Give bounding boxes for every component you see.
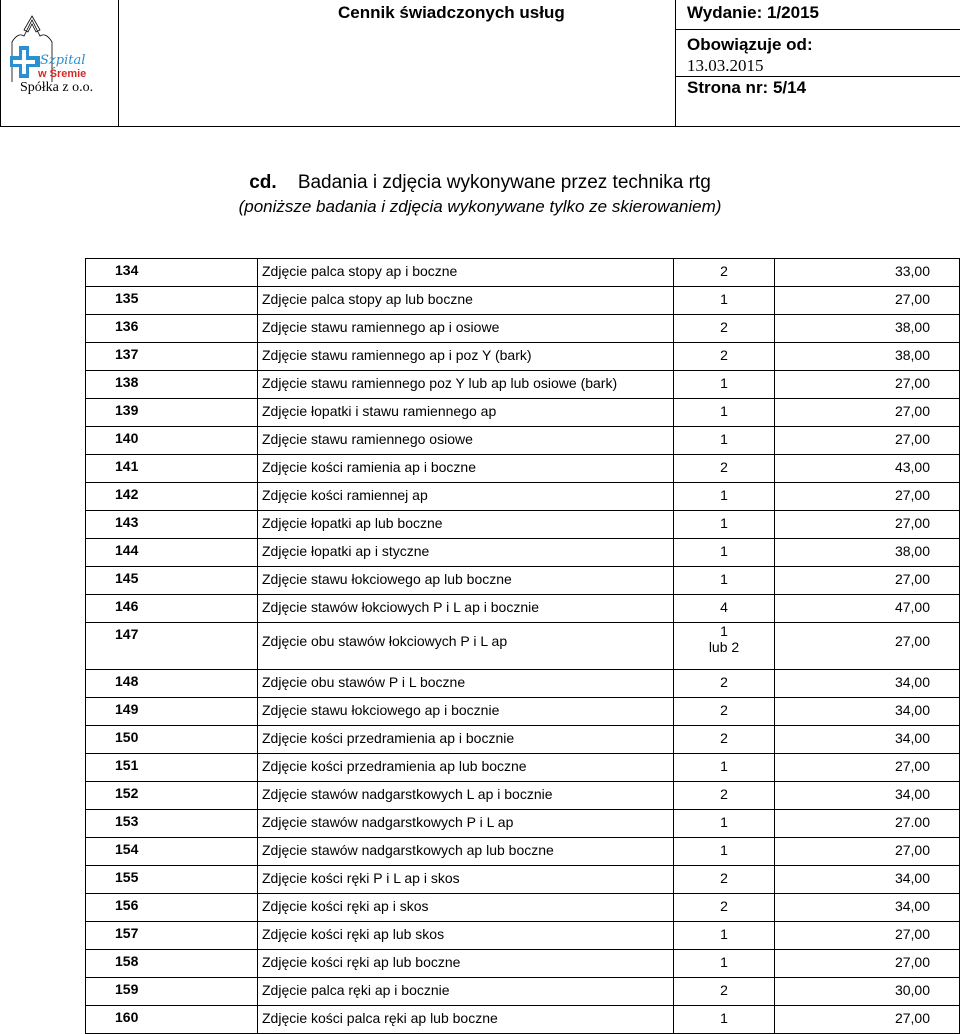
row-price: 38,00	[775, 315, 960, 343]
row-quantity: 1	[674, 427, 775, 455]
row-description: Zdjęcie stawu ramiennego ap i osiowe	[258, 315, 674, 343]
row-number: 140	[86, 427, 258, 455]
row-number: 156	[86, 894, 258, 922]
row-number: 143	[86, 511, 258, 539]
effective-date: 13.03.2015	[687, 56, 764, 75]
row-price: 34,00	[775, 726, 960, 754]
table-row	[86, 259, 960, 287]
header-divider-logo	[118, 0, 119, 127]
row-quantity: 2	[674, 670, 775, 698]
table-row	[86, 978, 960, 1006]
row-quantity: 1	[674, 483, 775, 511]
row-description: Zdjęcie stawu ramiennego poz Y lub ap lub osiowe (bark)	[258, 371, 674, 399]
table-row	[86, 399, 960, 427]
row-price: 27,00	[775, 427, 960, 455]
edition-label: Wydanie: 1/2015	[687, 3, 819, 22]
row-description: Zdjęcie kości przedramienia ap i bocznie	[258, 726, 674, 754]
row-number: 155	[86, 866, 258, 894]
row-quantity: 1	[674, 754, 775, 782]
row-description: Zdjęcie łopatki ap i styczne	[258, 539, 674, 567]
table-row	[86, 595, 960, 623]
row-price: 38,00	[775, 539, 960, 567]
row-quantity: 1	[674, 838, 775, 866]
row-description: Zdjęcie stawów nadgarstkowych P i L ap	[258, 810, 674, 838]
row-description: Zdjęcie stawów nadgarstkowych L ap i bocznie	[258, 782, 674, 810]
page-number: Strona nr: 5/14	[687, 78, 807, 97]
row-number: 146	[86, 595, 258, 623]
effective-label: Obowiązuje od:	[687, 35, 813, 54]
row-number: 149	[86, 698, 258, 726]
table-row	[86, 623, 960, 670]
row-number: 154	[86, 838, 258, 866]
row-description: Zdjęcie stawów nadgarstkowych ap lub boczne	[258, 838, 674, 866]
row-quantity: 2	[674, 978, 775, 1006]
row-quantity-line2: lub 2	[708, 639, 740, 655]
table-row	[86, 483, 960, 511]
table-row	[86, 838, 960, 866]
row-price: 27,00	[775, 950, 960, 978]
table-row	[86, 315, 960, 343]
row-price: 27,00	[775, 922, 960, 950]
row-number: 141	[86, 455, 258, 483]
logo-text-szpital: Szpital	[40, 53, 86, 68]
table-row	[86, 427, 960, 455]
row-description: Zdjęcie obu stawów P i L boczne	[258, 670, 674, 698]
row-quantity: 2	[674, 894, 775, 922]
row-description: Zdjęcie kości ramiennej ap	[258, 483, 674, 511]
row-description: Zdjęcie stawu łokciowego ap lub boczne	[258, 567, 674, 595]
row-price: 47,00	[775, 595, 960, 623]
row-price: 27,00	[775, 399, 960, 427]
row-description: Zdjęcie kości przedramienia ap lub boczne	[258, 754, 674, 782]
row-number: 160	[86, 1006, 258, 1034]
row-description: Zdjęcie stawu ramiennego ap i poz Y (bark)	[258, 343, 674, 371]
table-row	[86, 567, 960, 595]
row-number: 137	[86, 343, 258, 371]
table-row	[86, 287, 960, 315]
row-description: Zdjęcie kości palca ręki ap lub boczne	[258, 1006, 674, 1034]
row-price: 34,00	[775, 866, 960, 894]
row-price: 27,00	[775, 838, 960, 866]
row-quantity: 1	[674, 1006, 775, 1034]
row-number: 150	[86, 726, 258, 754]
row-quantity: 1	[674, 511, 775, 539]
table-row	[86, 782, 960, 810]
header-divider-meta	[675, 0, 676, 127]
row-number: 134	[86, 259, 258, 287]
section-heading	[0, 172, 960, 194]
row-price: 27,00	[775, 754, 960, 782]
row-quantity: 2	[674, 698, 775, 726]
row-number: 153	[86, 810, 258, 838]
row-quantity: 2	[674, 866, 775, 894]
row-price: 27,00	[775, 483, 960, 511]
row-quantity: 2	[674, 782, 775, 810]
row-price: 33,00	[775, 259, 960, 287]
row-price: 38,00	[775, 343, 960, 371]
row-quantity-line1: 1	[720, 623, 728, 639]
table-row	[86, 371, 960, 399]
row-number: 145	[86, 567, 258, 595]
row-number: 142	[86, 483, 258, 511]
table-row	[86, 670, 960, 698]
row-price: 27,00	[775, 511, 960, 539]
row-price: 27,00	[775, 371, 960, 399]
company-name: Spółka z o.o.	[20, 80, 94, 95]
row-quantity: 1	[674, 287, 775, 315]
price-table	[85, 258, 960, 1034]
row-description: Zdjęcie palca stopy ap i boczne	[258, 259, 674, 287]
header-border-left	[0, 0, 1, 127]
table-row	[86, 894, 960, 922]
row-description: Zdjęcie łopatki i stawu ramiennego ap	[258, 399, 674, 427]
row-quantity: 1	[674, 539, 775, 567]
row-price: 30,00	[775, 978, 960, 1006]
row-quantity: 2	[674, 726, 775, 754]
row-price: 34,00	[775, 782, 960, 810]
row-price: 43,00	[775, 455, 960, 483]
section-title: Badania i zdjęcia wykonywane przez technika rtg	[297, 172, 711, 193]
row-quantity: 2	[674, 315, 775, 343]
table-row	[86, 1006, 960, 1034]
row-description: Zdjęcie kości ręki ap lub boczne	[258, 950, 674, 978]
row-quantity: 1	[674, 399, 775, 427]
row-price: 34,00	[775, 698, 960, 726]
row-number: 151	[86, 754, 258, 782]
row-quantity: 1	[674, 567, 775, 595]
row-quantity: 1	[674, 950, 775, 978]
row-description: Zdjęcie stawu łokciowego ap i bocznie	[258, 698, 674, 726]
table-row	[86, 866, 960, 894]
row-number: 138	[86, 371, 258, 399]
row-quantity: 1	[674, 922, 775, 950]
row-quantity	[674, 623, 775, 670]
row-number: 152	[86, 782, 258, 810]
row-description: Zdjęcie obu stawów łokciowych P i L ap	[258, 623, 674, 670]
row-number: 136	[86, 315, 258, 343]
row-description: Zdjęcie palca ręki ap i bocznie	[258, 978, 674, 1006]
row-price: 27,00	[775, 1006, 960, 1034]
table-row	[86, 810, 960, 838]
table-row	[86, 539, 960, 567]
row-description: Zdjęcie stawu ramiennego osiowe	[258, 427, 674, 455]
row-price: 27.00	[775, 810, 960, 838]
row-quantity: 4	[674, 595, 775, 623]
row-price: 34,00	[775, 670, 960, 698]
header-meta-divider-2	[675, 76, 960, 77]
section-prefix: cd.	[249, 172, 277, 193]
table-row	[86, 754, 960, 782]
document-header	[0, 0, 960, 127]
row-description: Zdjęcie kości ręki P i L ap i skos	[258, 866, 674, 894]
table-row	[86, 511, 960, 539]
row-number: 157	[86, 922, 258, 950]
table-row	[86, 950, 960, 978]
row-quantity: 1	[674, 810, 775, 838]
table-row	[86, 698, 960, 726]
header-meta-divider-1	[675, 29, 960, 30]
row-number: 158	[86, 950, 258, 978]
row-description: Zdjęcie stawów łokciowych P i L ap i bocznie	[258, 595, 674, 623]
row-description: Zdjęcie kości ręki ap i skos	[258, 894, 674, 922]
row-number: 144	[86, 539, 258, 567]
row-number: 147	[86, 623, 258, 670]
document-title: Cennik świadczonych usług	[338, 3, 565, 22]
table-row	[86, 343, 960, 371]
logo-text-sremie: w Śremie	[38, 68, 87, 80]
row-number: 159	[86, 978, 258, 1006]
row-number: 135	[86, 287, 258, 315]
row-quantity: 1	[674, 371, 775, 399]
row-price: 34,00	[775, 894, 960, 922]
row-number: 139	[86, 399, 258, 427]
row-description: Zdjęcie łopatki ap lub boczne	[258, 511, 674, 539]
table-row	[86, 922, 960, 950]
section-subheading: (poniższe badania i zdjęcia wykonywane tylko ze skierowaniem)	[238, 197, 722, 216]
row-description: Zdjęcie palca stopy ap lub boczne	[258, 287, 674, 315]
row-quantity: 2	[674, 455, 775, 483]
row-price: 27,00	[775, 287, 960, 315]
row-description: Zdjęcie kości ręki ap lub skos	[258, 922, 674, 950]
table-row	[86, 455, 960, 483]
row-quantity: 2	[674, 259, 775, 287]
table-row	[86, 726, 960, 754]
row-number: 148	[86, 670, 258, 698]
row-price: 27,00	[775, 567, 960, 595]
row-price: 27,00	[775, 623, 960, 670]
header-border-bottom	[0, 126, 960, 127]
row-quantity: 2	[674, 343, 775, 371]
row-description: Zdjęcie kości ramienia ap i boczne	[258, 455, 674, 483]
